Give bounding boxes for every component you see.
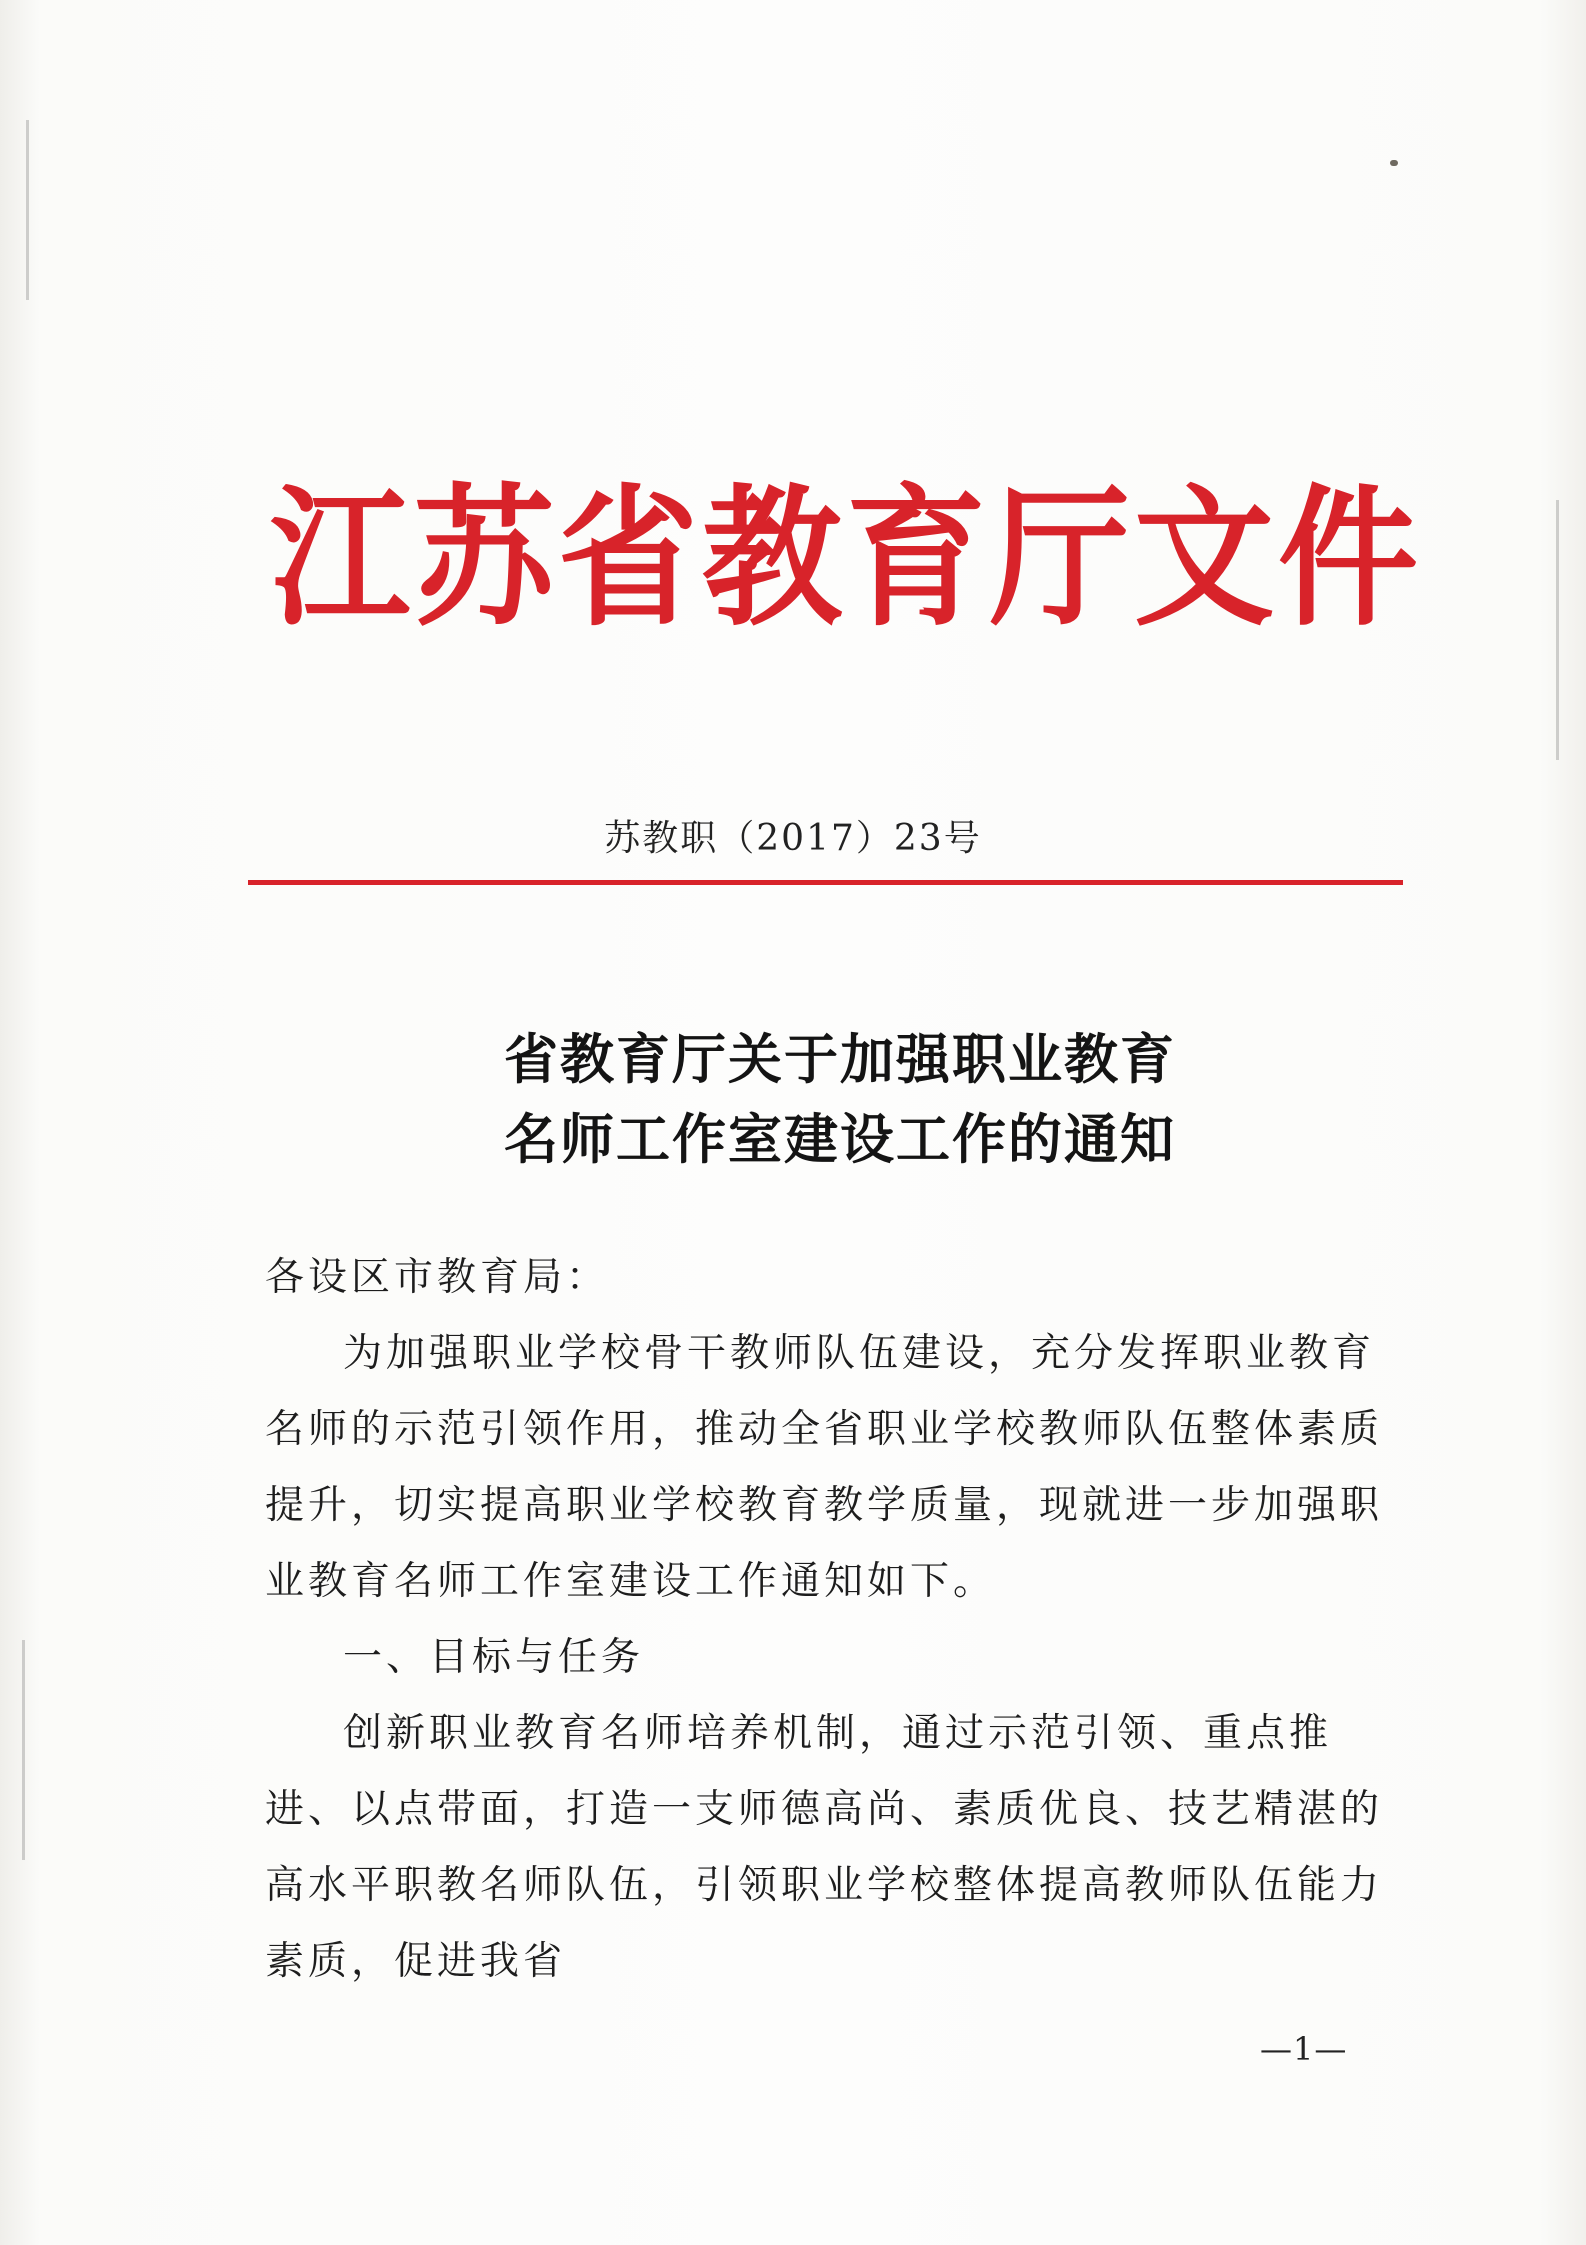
scan-edge-mark: [22, 1640, 25, 1860]
notice-title-line1: 省教育厅关于加强职业教育: [504, 1028, 1176, 1091]
issuer-header-title: 江苏省教育厅文件: [270, 471, 1423, 648]
section-heading: 一、目标与任务: [343, 1635, 645, 1680]
body-paragraph: 为加强职业学校骨干教师队伍建设，充分发挥职业教育名师的示范引领作用，推动全省职业学校教师队伍整体素质提升，切实提高职业学校教育教学质量，现就进一步加强职业教育名师工作室建设工作通知如下。: [265, 1331, 1384, 1604]
notice-title-line2: 名师工作室建设工作的通知: [504, 1108, 1176, 1171]
scan-edge-mark: [26, 120, 29, 300]
red-divider-line: [248, 880, 1403, 885]
bleed-through-text: [240, 300, 1400, 357]
page-number: —1—: [1260, 2030, 1348, 2068]
scan-edge-mark: [1556, 500, 1559, 760]
notice-title: [0, 1020, 1586, 1180]
salutation: 各设区市教育局：: [265, 1255, 610, 1300]
body-paragraph: 创新职业教育名师培养机制，通过示范引领、重点推进、以点带面，打造一支师德高尚、素质优良、技艺精湛的高水平职教名师队伍，引领职业学校整体提高教师队伍能力素质，促进我省: [265, 1711, 1384, 1984]
notice-body: [265, 1240, 1405, 2000]
scan-speck: [1390, 160, 1398, 166]
document-number: 苏教职（2017）23号: [604, 818, 982, 859]
